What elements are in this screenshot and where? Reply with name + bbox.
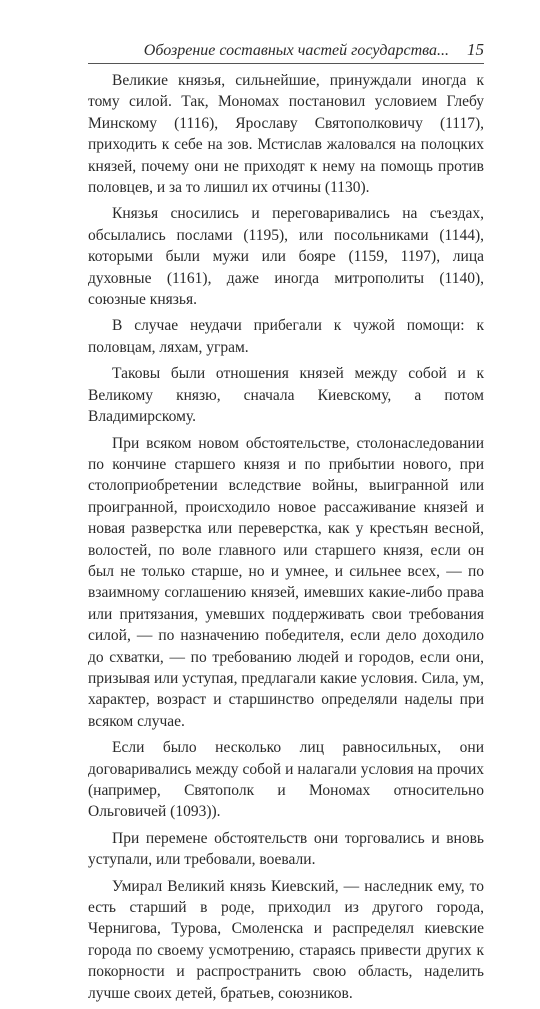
paragraph-5: При всяком новом обстоятельстве, столонаследовании по кончине старшего князя и по прибытии нового, при столоприобретении вследствие войны, выигранной или проигранной, происходило новое рассаживание князей и новая разверстка или переверстка, как у крестьян весной, волостей, по воле главного или старшего князя, если он был не только старше, но и умнее, и сильнее всех, — по взаимному соглашению князей, имевших какие-либо права или притязания, умевших поддерживать свои требования силой, — по назначению победителя, если дело доходило до схватки, — по требованию людей и городов, если они, призывая или уступая, предлагали какие условия. Сила, ум, характер, возраст и старшинство определяли наделы при всяком случае. [88, 434, 484, 730]
page-number: 15 [467, 40, 484, 59]
running-head [88, 40, 484, 62]
paragraph-6: Если было несколько лиц равносильных, они договаривались между собой и налагали условия на прочих (например, Святополк и Мономах относительно Ольговичей (1093)). [88, 739, 484, 821]
paragraph-1: Великие князья, сильнейшие, принуждали иногда к тому силой. Так, Мономах постановил условием Глебу Минскому (1116), Ярославу Святополковичу (1117), приходить к себе на зов. Мстислав жаловался на полоцких князей, почему они не приходят к нему на помощь против половцев, и за то лишил их отчины (1130). [88, 72, 484, 197]
paragraph-8: Умирал Великий князь Киевский, — наследник ему, то есть старший в роде, приходил из другого города, Чернигова, Турова, Смоленска и распределял киевские города по своему усмотрению, стараясь привести других к покорности и распространить свою область, наделить лучше своих детей, братьев, союзников. [88, 877, 484, 1002]
header-rule [88, 63, 484, 64]
body-text [88, 70, 484, 1009]
paragraph-7: При перемене обстоятельств они торговались и вновь уступали, или требовали, воевали. [88, 829, 484, 869]
paragraph-3: В случае неудачи прибегали к чужой помощи: к половцам, ляхам, уграм. [88, 317, 484, 356]
running-title: Обозрение составных частей государства... [143, 42, 449, 59]
paragraph-2: Князья сносились и переговаривались на съездах, обсылались послами (1195), или посольниками (1144), которыми были мужи или бояре (1159, 1197), лица духовные (1161), даже иногда митрополиты (1140), союзные князья. [88, 205, 484, 309]
paragraph-4: Таковы были отношения князей между собой и к Великому князю, сначала Киевскому, а потом Владимирскому. [88, 365, 484, 426]
